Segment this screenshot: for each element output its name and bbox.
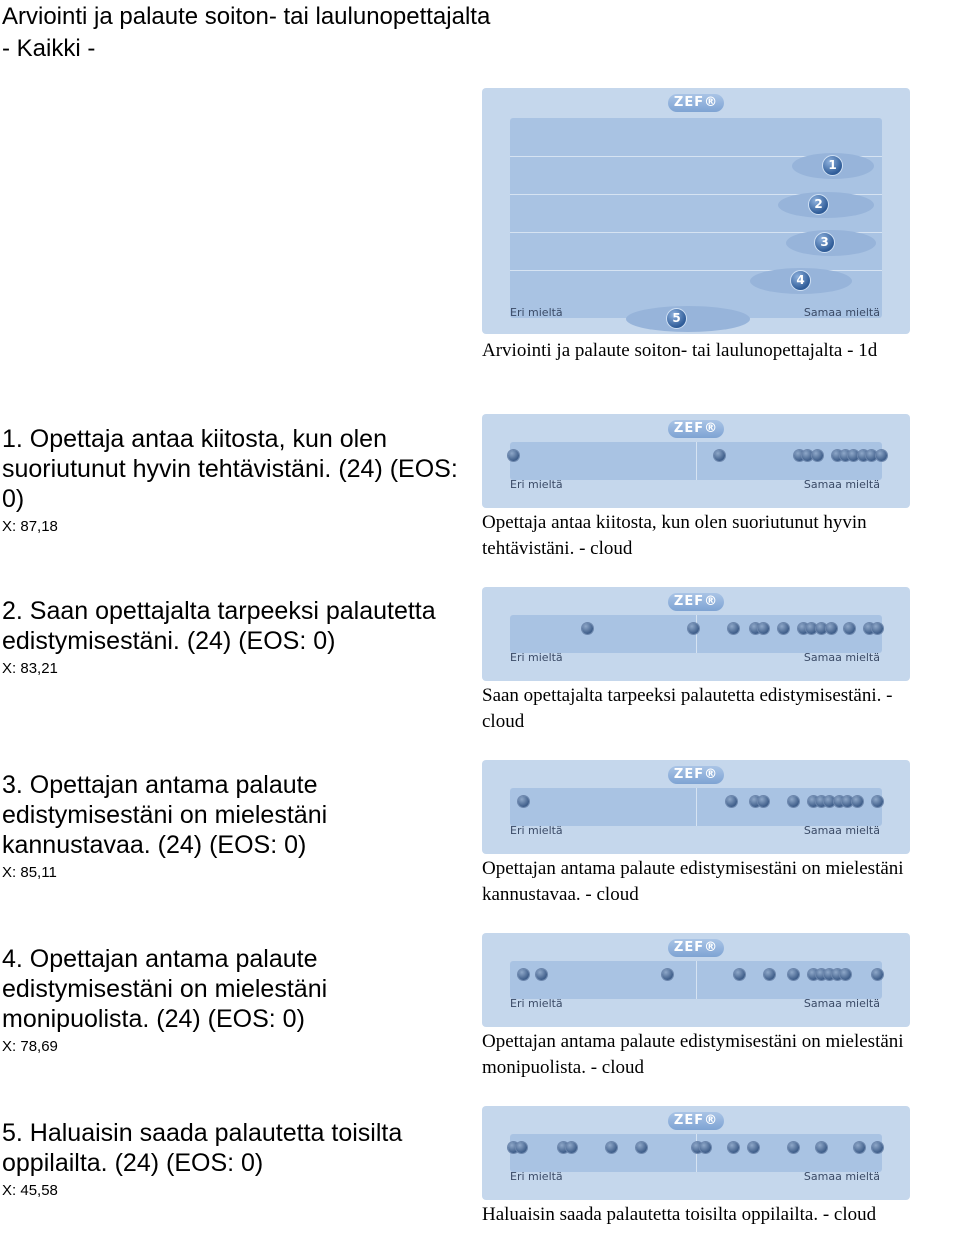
cloud-chart-2 xyxy=(482,587,910,681)
page-title: Arviointi ja palaute soiton- tai laulunopettajalta xyxy=(2,3,491,30)
question-title: 4. Opettajan antama palaute edistymisestäni on mielestäni monipuolista. xyxy=(2,945,328,1033)
axis-label-disagree: Eri mieltä xyxy=(510,1170,563,1183)
cloud-caption-2: Saan opettajalta tarpeeksi palautetta edistymisestäni. - cloud xyxy=(482,685,893,732)
axis-label-agree: Samaa mieltä xyxy=(803,478,880,491)
overview-caption: Arviointi ja palaute soiton- tai laulunopettajalta - 1d xyxy=(482,340,878,361)
zef-logo: ZEF® xyxy=(668,1112,724,1130)
axis-label-agree: Samaa mieltä xyxy=(803,306,880,319)
question-meta: (24) (EOS: 0) xyxy=(186,627,336,655)
question-title: 3. Opettajan antama palaute edistymisestäni on mielestäni kannustavaa. xyxy=(2,771,328,859)
axis-label-disagree: Eri mieltä xyxy=(510,306,563,319)
zef-logo: ZEF® xyxy=(668,593,724,611)
cloud-caption-4: Opettajan antama palaute edistymisestäni on mielestäni monipuolista. - cloud xyxy=(482,1031,904,1078)
mean-value: 83,21 xyxy=(20,660,58,677)
question-meta: (24) (EOS: 0) xyxy=(156,1005,305,1033)
mean-value: 45,58 xyxy=(20,1182,58,1199)
cloud-chart-4 xyxy=(482,933,910,1027)
zef-logo: ZEF® xyxy=(668,766,724,784)
question-1 xyxy=(2,424,472,538)
mean-label: X: xyxy=(2,864,17,881)
cloud-caption-1: Opettaja antaa kiitosta, kun olen suoriutunut hyvin tehtävistäni. - cloud xyxy=(482,512,867,559)
mean-value: 85,11 xyxy=(20,864,57,881)
mean-label: X: xyxy=(2,660,17,677)
overview-plot-area xyxy=(510,118,882,325)
axis-label-disagree: Eri mieltä xyxy=(510,824,563,837)
cloud-chart-1 xyxy=(482,414,910,508)
rank-marker-1: 1 xyxy=(822,155,843,176)
question-title: 5. Haluaisin saada palautetta toisilta oppilailta. xyxy=(2,1119,403,1177)
overview-chart xyxy=(482,88,910,334)
question-meta: (24) (EOS: 0) xyxy=(114,1149,264,1177)
question-title: 2. Saan opettajalta tarpeeksi palautetta edistymisestäni. xyxy=(2,597,436,655)
axis-label-disagree: Eri mieltä xyxy=(510,478,563,491)
question-meta: (24) (EOS: 0) xyxy=(2,455,458,513)
cloud-bar xyxy=(510,615,882,653)
question-5 xyxy=(2,1118,472,1202)
rank-marker-2: 2 xyxy=(808,194,829,215)
page-subtitle: - Kaikki - xyxy=(2,35,96,62)
zef-logo: ZEF® xyxy=(668,939,724,957)
axis-label-agree: Samaa mieltä xyxy=(803,997,880,1010)
cloud-bar xyxy=(510,442,882,480)
mean-label: X: xyxy=(2,1038,17,1055)
cloud-chart-5 xyxy=(482,1106,910,1200)
mean-label: X: xyxy=(2,1182,17,1199)
axis-label-agree: Samaa mieltä xyxy=(803,824,880,837)
question-meta: (24) (EOS: 0) xyxy=(157,831,307,859)
cloud-caption-5: Haluaisin saada palautetta toisilta oppilailta. - cloud xyxy=(482,1204,877,1225)
zef-logo: ZEF® xyxy=(668,94,724,112)
rank-marker-5: 5 xyxy=(666,308,687,329)
cloud-caption-3: Opettajan antama palaute edistymisestäni on mielestäni kannustavaa. - cloud xyxy=(482,858,904,905)
zef-logo: ZEF® xyxy=(668,420,724,438)
mean-label: X: xyxy=(2,518,17,535)
cloud-bar xyxy=(510,1134,882,1172)
cloud-bar xyxy=(510,961,882,999)
question-4 xyxy=(2,944,472,1058)
mean-value: 87,18 xyxy=(20,518,58,535)
cloud-bar xyxy=(510,788,882,826)
axis-label-disagree: Eri mieltä xyxy=(510,997,563,1010)
axis-label-disagree: Eri mieltä xyxy=(510,651,563,664)
axis-label-agree: Samaa mieltä xyxy=(803,1170,880,1183)
question-title: 1. Opettaja antaa kiitosta, kun olen suoriutunut hyvin tehtävistäni. xyxy=(2,425,387,483)
rank-marker-4: 4 xyxy=(790,270,811,291)
axis-label-agree: Samaa mieltä xyxy=(803,651,880,664)
mean-value: 78,69 xyxy=(20,1038,58,1055)
cloud-chart-3 xyxy=(482,760,910,854)
rank-marker-3: 3 xyxy=(814,232,835,253)
question-2 xyxy=(2,596,472,680)
question-3 xyxy=(2,770,472,884)
